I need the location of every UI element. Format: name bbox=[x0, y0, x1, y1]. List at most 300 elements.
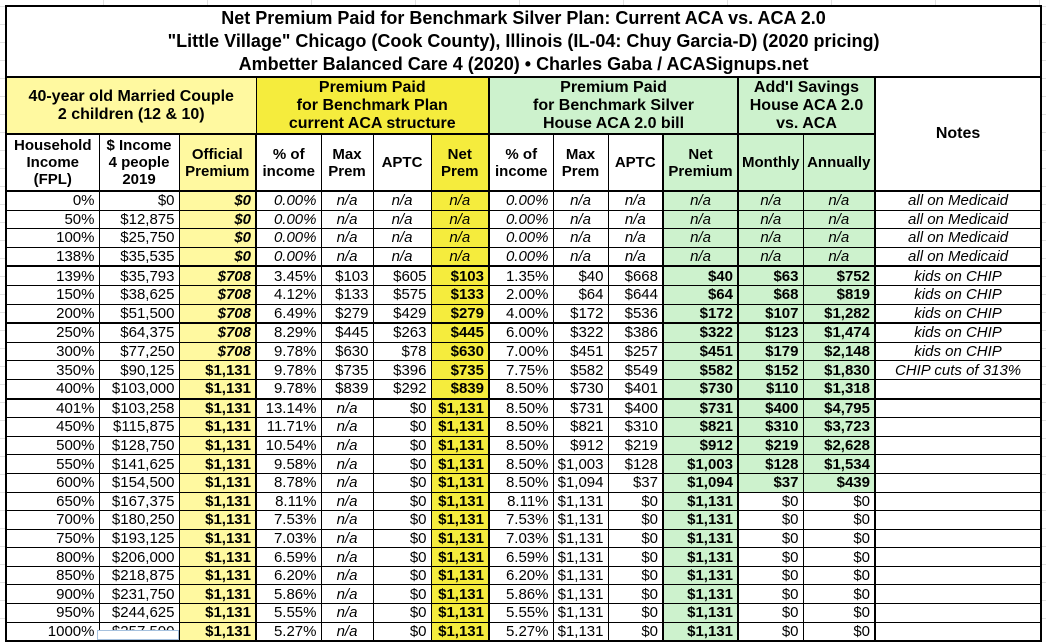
cell-aca-aptc[interactable]: $396 bbox=[373, 361, 431, 380]
cell-savings-annually[interactable]: $2,148 bbox=[803, 342, 875, 361]
colhead-notes[interactable]: Notes bbox=[875, 77, 1041, 191]
cell-aca2-aptc[interactable]: $0 bbox=[608, 492, 663, 511]
cell-aca2-net-premium[interactable]: n/a bbox=[663, 229, 738, 248]
cell-income[interactable]: $0 bbox=[99, 191, 179, 210]
colhead-household-income-fpl[interactable]: Household Income (FPL) bbox=[6, 134, 99, 191]
cell-savings-monthly[interactable]: $400 bbox=[738, 399, 803, 418]
cell-income[interactable]: $206,000 bbox=[99, 548, 179, 567]
cell-aca-max-prem[interactable]: n/a bbox=[321, 622, 373, 641]
cell-official-premium[interactable]: $1,131 bbox=[179, 492, 256, 511]
cell-income[interactable]: $12,875 bbox=[99, 210, 179, 229]
cell-income[interactable]: $103,000 bbox=[99, 379, 179, 398]
cell-aca-aptc[interactable]: $429 bbox=[373, 304, 431, 323]
cell-notes[interactable] bbox=[875, 511, 1041, 530]
cell-notes[interactable]: kids on CHIP bbox=[875, 304, 1041, 323]
cell-aca2-aptc[interactable]: $536 bbox=[608, 304, 663, 323]
cell-aca2-aptc[interactable]: $0 bbox=[608, 622, 663, 641]
cell-aca-max-prem[interactable]: n/a bbox=[321, 210, 373, 229]
cell-aca2-net-premium[interactable]: $582 bbox=[663, 361, 738, 380]
cell-aca2-pct-income[interactable]: 7.00% bbox=[489, 342, 553, 361]
cell-aca-max-prem[interactable]: n/a bbox=[321, 436, 373, 455]
colhead-official-premium[interactable]: Official Premium bbox=[179, 134, 256, 191]
cell-aca-net-prem[interactable]: $103 bbox=[431, 266, 489, 285]
cell-fpl[interactable]: 550% bbox=[6, 455, 99, 474]
cell-aca2-aptc[interactable]: n/a bbox=[608, 210, 663, 229]
section-savings[interactable] bbox=[738, 77, 875, 134]
cell-aca2-net-premium[interactable]: $912 bbox=[663, 436, 738, 455]
cell-aca-pct-income[interactable]: 13.14% bbox=[256, 399, 321, 418]
cell-aca2-pct-income[interactable]: 8.50% bbox=[489, 399, 553, 418]
cell-aca-aptc[interactable]: $0 bbox=[373, 585, 431, 604]
cell-aca2-net-premium[interactable]: $451 bbox=[663, 342, 738, 361]
cell-savings-annually[interactable]: $0 bbox=[803, 511, 875, 530]
cell-fpl[interactable]: 300% bbox=[6, 342, 99, 361]
cell-aca-max-prem[interactable]: n/a bbox=[321, 492, 373, 511]
cell-savings-monthly[interactable]: n/a bbox=[738, 247, 803, 266]
cell-fpl[interactable]: 401% bbox=[6, 399, 99, 418]
cell-aca-pct-income[interactable]: 6.49% bbox=[256, 304, 321, 323]
cell-income[interactable]: $51,500 bbox=[99, 304, 179, 323]
cell-notes[interactable]: kids on CHIP bbox=[875, 323, 1041, 342]
cell-aca-aptc[interactable]: $0 bbox=[373, 492, 431, 511]
cell-official-premium[interactable]: $0 bbox=[179, 247, 256, 266]
cell-aca-pct-income[interactable]: 10.54% bbox=[256, 436, 321, 455]
cell-fpl[interactable]: 500% bbox=[6, 436, 99, 455]
cell-aca2-pct-income[interactable]: 8.50% bbox=[489, 418, 553, 437]
cell-savings-monthly[interactable]: n/a bbox=[738, 210, 803, 229]
cell-aca-pct-income[interactable]: 3.45% bbox=[256, 266, 321, 285]
cell-fpl[interactable]: 450% bbox=[6, 418, 99, 437]
cell-official-premium[interactable]: $1,131 bbox=[179, 418, 256, 437]
cell-aca2-net-premium[interactable]: $64 bbox=[663, 285, 738, 304]
cell-aca-pct-income[interactable]: 6.20% bbox=[256, 566, 321, 585]
cell-aca2-pct-income[interactable]: 0.00% bbox=[489, 229, 553, 248]
cell-aca2-aptc[interactable]: $257 bbox=[608, 342, 663, 361]
colhead-aca-pct-income[interactable]: % of income bbox=[256, 134, 321, 191]
colhead-savings-monthly[interactable]: Monthly bbox=[738, 134, 803, 191]
cell-aca2-net-premium[interactable]: $1,131 bbox=[663, 529, 738, 548]
colhead-savings-annually[interactable]: Annually bbox=[803, 134, 875, 191]
cell-income[interactable]: $103,258 bbox=[99, 399, 179, 418]
cell-notes[interactable]: all on Medicaid bbox=[875, 229, 1041, 248]
colhead-aca2-max-prem[interactable]: Max Prem bbox=[553, 134, 608, 191]
cell-savings-monthly[interactable]: $219 bbox=[738, 436, 803, 455]
cell-official-premium[interactable]: $1,131 bbox=[179, 529, 256, 548]
cell-aca-pct-income[interactable]: 0.00% bbox=[256, 229, 321, 248]
cell-aca2-max-prem[interactable]: $1,131 bbox=[553, 529, 608, 548]
cell-savings-monthly[interactable]: $0 bbox=[738, 585, 803, 604]
cell-aca-aptc[interactable]: $0 bbox=[373, 436, 431, 455]
cell-aca2-net-premium[interactable]: $322 bbox=[663, 323, 738, 342]
cell-aca-max-prem[interactable]: $133 bbox=[321, 285, 373, 304]
cell-aca2-aptc[interactable]: $400 bbox=[608, 399, 663, 418]
cell-savings-annually[interactable]: $0 bbox=[803, 604, 875, 623]
cell-aca-pct-income[interactable]: 0.00% bbox=[256, 247, 321, 266]
cell-aca-aptc[interactable]: $263 bbox=[373, 323, 431, 342]
cell-aca2-pct-income[interactable]: 0.00% bbox=[489, 191, 553, 210]
cell-aca2-net-premium[interactable]: $1,131 bbox=[663, 566, 738, 585]
cell-fpl[interactable]: 950% bbox=[6, 604, 99, 623]
cell-aca2-net-premium[interactable]: $172 bbox=[663, 304, 738, 323]
cell-official-premium[interactable]: $1,131 bbox=[179, 399, 256, 418]
cell-aca2-aptc[interactable]: $401 bbox=[608, 379, 663, 398]
cell-aca2-max-prem[interactable]: $64 bbox=[553, 285, 608, 304]
cell-notes[interactable] bbox=[875, 436, 1041, 455]
cell-aca-net-prem[interactable]: $1,131 bbox=[431, 548, 489, 567]
cell-aca-max-prem[interactable]: $630 bbox=[321, 342, 373, 361]
cell-aca-net-prem[interactable]: $1,131 bbox=[431, 455, 489, 474]
cell-aca2-aptc[interactable]: $668 bbox=[608, 266, 663, 285]
cell-official-premium[interactable]: $1,131 bbox=[179, 548, 256, 567]
cell-aca2-aptc[interactable]: $0 bbox=[608, 585, 663, 604]
cell-aca2-max-prem[interactable]: $730 bbox=[553, 379, 608, 398]
cell-aca2-max-prem[interactable]: $172 bbox=[553, 304, 608, 323]
cell-official-premium[interactable]: $1,131 bbox=[179, 511, 256, 530]
cell-aca2-aptc[interactable]: $0 bbox=[608, 548, 663, 567]
cell-aca-aptc[interactable]: n/a bbox=[373, 229, 431, 248]
cell-aca-max-prem[interactable]: n/a bbox=[321, 604, 373, 623]
cell-aca2-max-prem[interactable]: $322 bbox=[553, 323, 608, 342]
cell-aca-pct-income[interactable]: 11.71% bbox=[256, 418, 321, 437]
cell-aca-pct-income[interactable]: 9.78% bbox=[256, 361, 321, 380]
cell-income[interactable]: $180,250 bbox=[99, 511, 179, 530]
cell-aca-net-prem[interactable]: n/a bbox=[431, 229, 489, 248]
cell-aca2-pct-income[interactable]: 6.59% bbox=[489, 548, 553, 567]
cell-savings-annually[interactable]: n/a bbox=[803, 191, 875, 210]
cell-income[interactable]: $244,625 bbox=[99, 604, 179, 623]
cell-aca-pct-income[interactable]: 8.11% bbox=[256, 492, 321, 511]
cell-aca2-net-premium[interactable]: $1,094 bbox=[663, 473, 738, 492]
cell-savings-annually[interactable]: $0 bbox=[803, 585, 875, 604]
cell-aca-max-prem[interactable]: $279 bbox=[321, 304, 373, 323]
cell-aca-pct-income[interactable]: 8.78% bbox=[256, 473, 321, 492]
cell-aca-aptc[interactable]: $292 bbox=[373, 379, 431, 398]
cell-aca2-net-premium[interactable]: $1,131 bbox=[663, 492, 738, 511]
cell-aca2-net-premium[interactable]: $1,131 bbox=[663, 622, 738, 641]
cell-aca-aptc[interactable]: $0 bbox=[373, 548, 431, 567]
cell-aca-net-prem[interactable]: $735 bbox=[431, 361, 489, 380]
cell-aca2-max-prem[interactable]: $1,094 bbox=[553, 473, 608, 492]
cell-aca2-pct-income[interactable]: 5.27% bbox=[489, 622, 553, 641]
cell-aca-max-prem[interactable]: n/a bbox=[321, 399, 373, 418]
cell-official-premium[interactable]: $1,131 bbox=[179, 604, 256, 623]
cell-aca2-net-premium[interactable]: n/a bbox=[663, 191, 738, 210]
cell-aca2-max-prem[interactable]: $1,131 bbox=[553, 622, 608, 641]
cell-aca-net-prem[interactable]: $1,131 bbox=[431, 436, 489, 455]
colhead-income-4-people-2019[interactable]: $ Income 4 people 2019 bbox=[99, 134, 179, 191]
cell-official-premium[interactable]: $1,131 bbox=[179, 585, 256, 604]
cell-savings-monthly[interactable]: $310 bbox=[738, 418, 803, 437]
cell-aca2-max-prem[interactable]: $1,131 bbox=[553, 511, 608, 530]
cell-aca-aptc[interactable]: $0 bbox=[373, 566, 431, 585]
cell-aca-pct-income[interactable]: 0.00% bbox=[256, 210, 321, 229]
cell-aca-max-prem[interactable]: n/a bbox=[321, 473, 373, 492]
cell-income[interactable]: $77,250 bbox=[99, 342, 179, 361]
cell-aca-aptc[interactable]: $0 bbox=[373, 511, 431, 530]
cell-aca2-pct-income[interactable]: 4.00% bbox=[489, 304, 553, 323]
cell-savings-annually[interactable]: $1,830 bbox=[803, 361, 875, 380]
cell-aca2-pct-income[interactable]: 8.50% bbox=[489, 436, 553, 455]
cell-income[interactable]: $64,375 bbox=[99, 323, 179, 342]
cell-aca2-pct-income[interactable]: 6.00% bbox=[489, 323, 553, 342]
cell-savings-annually[interactable]: $0 bbox=[803, 548, 875, 567]
cell-official-premium[interactable]: $708 bbox=[179, 323, 256, 342]
cell-aca-aptc[interactable]: n/a bbox=[373, 191, 431, 210]
cell-aca-aptc[interactable]: n/a bbox=[373, 210, 431, 229]
cell-official-premium[interactable]: $1,131 bbox=[179, 622, 256, 641]
cell-aca-aptc[interactable]: $0 bbox=[373, 529, 431, 548]
cell-aca2-pct-income[interactable]: 1.35% bbox=[489, 266, 553, 285]
cell-savings-monthly[interactable]: n/a bbox=[738, 191, 803, 210]
cell-aca2-aptc[interactable]: $310 bbox=[608, 418, 663, 437]
cell-aca-net-prem[interactable]: $1,131 bbox=[431, 622, 489, 641]
cell-aca2-pct-income[interactable]: 5.55% bbox=[489, 604, 553, 623]
cell-aca2-net-premium[interactable]: $1,131 bbox=[663, 604, 738, 623]
cell-aca2-aptc[interactable]: $0 bbox=[608, 529, 663, 548]
cell-savings-annually[interactable]: $1,474 bbox=[803, 323, 875, 342]
cell-aca2-net-premium[interactable]: $730 bbox=[663, 379, 738, 398]
cell-aca-max-prem[interactable]: n/a bbox=[321, 247, 373, 266]
cell-savings-annually[interactable]: $1,318 bbox=[803, 379, 875, 398]
cell-savings-monthly[interactable]: $0 bbox=[738, 529, 803, 548]
cell-aca-net-prem[interactable]: $445 bbox=[431, 323, 489, 342]
cell-aca-aptc[interactable]: $0 bbox=[373, 473, 431, 492]
cell-aca2-aptc[interactable]: $219 bbox=[608, 436, 663, 455]
cell-savings-annually[interactable]: $1,282 bbox=[803, 304, 875, 323]
cell-savings-annually[interactable]: $2,628 bbox=[803, 436, 875, 455]
cell-official-premium[interactable]: $1,131 bbox=[179, 455, 256, 474]
cell-aca2-aptc[interactable]: $0 bbox=[608, 604, 663, 623]
cell-notes[interactable] bbox=[875, 566, 1041, 585]
cell-income[interactable]: $38,625 bbox=[99, 285, 179, 304]
cell-aca2-net-premium[interactable]: $821 bbox=[663, 418, 738, 437]
cell-aca2-max-prem[interactable]: n/a bbox=[553, 229, 608, 248]
section-current-aca[interactable] bbox=[256, 77, 489, 134]
cell-aca-pct-income[interactable]: 4.12% bbox=[256, 285, 321, 304]
cell-fpl[interactable]: 250% bbox=[6, 323, 99, 342]
cell-aca-pct-income[interactable]: 5.27% bbox=[256, 622, 321, 641]
cell-notes[interactable] bbox=[875, 379, 1041, 398]
cell-aca2-net-premium[interactable]: $1,131 bbox=[663, 511, 738, 530]
cell-aca-pct-income[interactable]: 0.00% bbox=[256, 191, 321, 210]
cell-aca2-pct-income[interactable]: 8.50% bbox=[489, 473, 553, 492]
cell-savings-annually[interactable]: $0 bbox=[803, 566, 875, 585]
cell-savings-annually[interactable]: n/a bbox=[803, 229, 875, 248]
cell-official-premium[interactable]: $1,131 bbox=[179, 361, 256, 380]
cell-savings-monthly[interactable]: $128 bbox=[738, 455, 803, 474]
cell-income[interactable]: $141,625 bbox=[99, 455, 179, 474]
cell-official-premium[interactable]: $708 bbox=[179, 266, 256, 285]
cell-aca-aptc[interactable]: $78 bbox=[373, 342, 431, 361]
cell-aca-net-prem[interactable]: n/a bbox=[431, 191, 489, 210]
cell-income[interactable]: $167,375 bbox=[99, 492, 179, 511]
cell-income[interactable]: $128,750 bbox=[99, 436, 179, 455]
cell-notes[interactable] bbox=[875, 604, 1041, 623]
cell-notes[interactable]: kids on CHIP bbox=[875, 285, 1041, 304]
cell-aca-aptc[interactable]: $605 bbox=[373, 266, 431, 285]
cell-income[interactable]: $35,793 bbox=[99, 266, 179, 285]
cell-aca2-pct-income[interactable]: 7.03% bbox=[489, 529, 553, 548]
colhead-aca-max-prem[interactable]: Max Prem bbox=[321, 134, 373, 191]
cell-aca-pct-income[interactable]: 9.78% bbox=[256, 379, 321, 398]
cell-aca2-max-prem[interactable]: n/a bbox=[553, 210, 608, 229]
cell-aca-max-prem[interactable]: n/a bbox=[321, 566, 373, 585]
cell-aca2-net-premium[interactable]: $1,131 bbox=[663, 585, 738, 604]
cell-aca-net-prem[interactable]: $1,131 bbox=[431, 566, 489, 585]
cell-aca-max-prem[interactable]: n/a bbox=[321, 585, 373, 604]
cell-savings-annually[interactable]: $819 bbox=[803, 285, 875, 304]
cell-savings-annually[interactable]: $439 bbox=[803, 473, 875, 492]
cell-aca-max-prem[interactable]: n/a bbox=[321, 418, 373, 437]
cell-savings-annually[interactable]: $0 bbox=[803, 492, 875, 511]
section-aca2[interactable] bbox=[489, 77, 738, 134]
cell-fpl[interactable]: 150% bbox=[6, 285, 99, 304]
cell-notes[interactable] bbox=[875, 455, 1041, 474]
cell-aca2-net-premium[interactable]: n/a bbox=[663, 247, 738, 266]
cell-notes[interactable] bbox=[875, 418, 1041, 437]
cell-official-premium[interactable]: $708 bbox=[179, 342, 256, 361]
cell-aca-net-prem[interactable]: $1,131 bbox=[431, 418, 489, 437]
cell-aca2-pct-income[interactable]: 0.00% bbox=[489, 210, 553, 229]
cell-aca2-net-premium[interactable]: $1,131 bbox=[663, 548, 738, 567]
cell-aca-net-prem[interactable]: $1,131 bbox=[431, 473, 489, 492]
colhead-aca-aptc[interactable]: APTC bbox=[373, 134, 431, 191]
cell-aca-max-prem[interactable]: n/a bbox=[321, 548, 373, 567]
cell-income[interactable]: $154,500 bbox=[99, 473, 179, 492]
cell-aca2-max-prem[interactable]: $1,131 bbox=[553, 585, 608, 604]
cell-aca2-pct-income[interactable]: 8.50% bbox=[489, 379, 553, 398]
cell-official-premium[interactable]: $0 bbox=[179, 191, 256, 210]
cell-aca2-aptc[interactable]: n/a bbox=[608, 191, 663, 210]
cell-aca2-max-prem[interactable]: $1,003 bbox=[553, 455, 608, 474]
cell-aca2-pct-income[interactable]: 7.75% bbox=[489, 361, 553, 380]
cell-fpl[interactable]: 800% bbox=[6, 548, 99, 567]
cell-aca2-net-premium[interactable]: n/a bbox=[663, 210, 738, 229]
cell-aca-max-prem[interactable]: n/a bbox=[321, 529, 373, 548]
cell-notes[interactable] bbox=[875, 585, 1041, 604]
cell-aca-aptc[interactable]: $0 bbox=[373, 604, 431, 623]
cell-savings-monthly[interactable]: $0 bbox=[738, 511, 803, 530]
cell-aca2-max-prem[interactable]: $582 bbox=[553, 361, 608, 380]
cell-aca2-aptc[interactable]: $386 bbox=[608, 323, 663, 342]
cell-aca2-pct-income[interactable]: 8.11% bbox=[489, 492, 553, 511]
cell-official-premium[interactable]: $1,131 bbox=[179, 436, 256, 455]
cell-aca2-max-prem[interactable]: $451 bbox=[553, 342, 608, 361]
cell-aca2-max-prem[interactable]: $40 bbox=[553, 266, 608, 285]
cell-savings-monthly[interactable]: $37 bbox=[738, 473, 803, 492]
cell-income[interactable]: $90,125 bbox=[99, 361, 179, 380]
cell-aca-aptc[interactable]: $0 bbox=[373, 455, 431, 474]
cell-aca-pct-income[interactable]: 7.03% bbox=[256, 529, 321, 548]
cell-fpl[interactable]: 100% bbox=[6, 229, 99, 248]
cell-aca2-max-prem[interactable]: $1,131 bbox=[553, 492, 608, 511]
cell-aca2-max-prem[interactable]: n/a bbox=[553, 191, 608, 210]
cell-aca2-pct-income[interactable]: 2.00% bbox=[489, 285, 553, 304]
cell-aca2-max-prem[interactable]: $731 bbox=[553, 399, 608, 418]
cell-aca-aptc[interactable]: $0 bbox=[373, 399, 431, 418]
cell-savings-monthly[interactable]: $63 bbox=[738, 266, 803, 285]
cell-income[interactable]: $35,535 bbox=[99, 247, 179, 266]
colhead-aca2-aptc[interactable]: APTC bbox=[608, 134, 663, 191]
cell-income[interactable]: $193,125 bbox=[99, 529, 179, 548]
cell-official-premium[interactable]: $0 bbox=[179, 210, 256, 229]
cell-savings-monthly[interactable]: $110 bbox=[738, 379, 803, 398]
cell-aca-net-prem[interactable]: n/a bbox=[431, 247, 489, 266]
cell-aca-net-prem[interactable]: $133 bbox=[431, 285, 489, 304]
cell-aca-max-prem[interactable]: $103 bbox=[321, 266, 373, 285]
cell-aca2-pct-income[interactable]: 7.53% bbox=[489, 511, 553, 530]
cell-aca2-pct-income[interactable]: 0.00% bbox=[489, 247, 553, 266]
cell-aca-max-prem[interactable]: n/a bbox=[321, 455, 373, 474]
cell-aca-max-prem[interactable]: n/a bbox=[321, 191, 373, 210]
cell-aca-aptc[interactable]: $575 bbox=[373, 285, 431, 304]
cell-notes[interactable] bbox=[875, 473, 1041, 492]
cell-fpl[interactable]: 200% bbox=[6, 304, 99, 323]
cell-savings-monthly[interactable]: $0 bbox=[738, 622, 803, 641]
cell-income[interactable]: $218,875 bbox=[99, 566, 179, 585]
colhead-aca2-pct-income[interactable]: % of income bbox=[489, 134, 553, 191]
cell-aca2-aptc[interactable]: n/a bbox=[608, 247, 663, 266]
cell-fpl[interactable]: 350% bbox=[6, 361, 99, 380]
cell-savings-annually[interactable]: $3,723 bbox=[803, 418, 875, 437]
cell-notes[interactable]: all on Medicaid bbox=[875, 191, 1041, 210]
cell-aca-net-prem[interactable]: $1,131 bbox=[431, 511, 489, 530]
cell-income[interactable]: $25,750 bbox=[99, 229, 179, 248]
cell-aca2-pct-income[interactable]: 6.20% bbox=[489, 566, 553, 585]
cell-official-premium[interactable]: $1,131 bbox=[179, 473, 256, 492]
cell-savings-monthly[interactable]: $107 bbox=[738, 304, 803, 323]
cell-aca-max-prem[interactable]: $445 bbox=[321, 323, 373, 342]
colhead-aca-net-prem[interactable]: Net Prem bbox=[431, 134, 489, 191]
cell-savings-monthly[interactable]: $0 bbox=[738, 566, 803, 585]
cell-aca-max-prem[interactable]: $839 bbox=[321, 379, 373, 398]
table-title[interactable] bbox=[6, 6, 1041, 77]
cell-aca-pct-income[interactable]: 8.29% bbox=[256, 323, 321, 342]
cell-aca-aptc[interactable]: $0 bbox=[373, 418, 431, 437]
cell-aca2-aptc[interactable]: $37 bbox=[608, 473, 663, 492]
cell-aca-pct-income[interactable]: 5.55% bbox=[256, 604, 321, 623]
cell-savings-monthly[interactable]: $152 bbox=[738, 361, 803, 380]
cell-notes[interactable]: CHIP cuts of 313% bbox=[875, 361, 1041, 380]
cell-aca2-aptc[interactable]: $549 bbox=[608, 361, 663, 380]
section-household[interactable] bbox=[6, 77, 256, 134]
cell-notes[interactable] bbox=[875, 529, 1041, 548]
cell-income[interactable]: $231,750 bbox=[99, 585, 179, 604]
cell-savings-monthly[interactable]: $123 bbox=[738, 323, 803, 342]
cell-fpl[interactable]: 139% bbox=[6, 266, 99, 285]
cell-official-premium[interactable]: $1,131 bbox=[179, 566, 256, 585]
cell-aca2-aptc[interactable]: $128 bbox=[608, 455, 663, 474]
cell-savings-monthly[interactable]: $179 bbox=[738, 342, 803, 361]
cell-aca2-max-prem[interactable]: $1,131 bbox=[553, 604, 608, 623]
cell-aca2-aptc[interactable]: $0 bbox=[608, 566, 663, 585]
cell-aca2-net-premium[interactable]: $731 bbox=[663, 399, 738, 418]
cell-aca2-net-premium[interactable]: $1,003 bbox=[663, 455, 738, 474]
cell-notes[interactable]: kids on CHIP bbox=[875, 266, 1041, 285]
cell-aca-net-prem[interactable]: $279 bbox=[431, 304, 489, 323]
cell-fpl[interactable]: 400% bbox=[6, 379, 99, 398]
cell-savings-monthly[interactable]: $68 bbox=[738, 285, 803, 304]
cell-income[interactable]: $115,875 bbox=[99, 418, 179, 437]
cell-aca-net-prem[interactable]: $1,131 bbox=[431, 399, 489, 418]
cell-aca-aptc[interactable]: n/a bbox=[373, 247, 431, 266]
cell-notes[interactable] bbox=[875, 492, 1041, 511]
cell-official-premium[interactable]: $0 bbox=[179, 229, 256, 248]
cell-savings-annually[interactable]: n/a bbox=[803, 247, 875, 266]
cell-savings-monthly[interactable]: $0 bbox=[738, 604, 803, 623]
cell-notes[interactable]: all on Medicaid bbox=[875, 247, 1041, 266]
cell-aca2-aptc[interactable]: $644 bbox=[608, 285, 663, 304]
